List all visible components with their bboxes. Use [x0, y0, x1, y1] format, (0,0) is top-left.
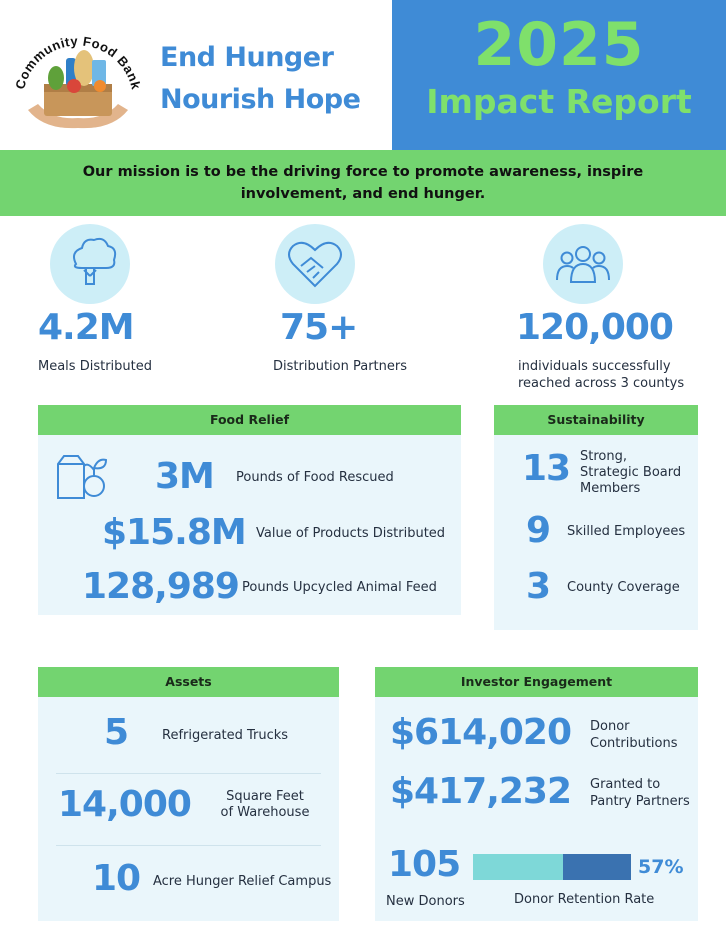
sustainability-value: 13 — [522, 448, 571, 489]
logo-text: ommunity Food Ban — [15, 33, 142, 85]
stat-icon-circle — [543, 224, 623, 304]
food-relief-value: 3M — [155, 456, 214, 497]
asset-value: 14,000 — [58, 784, 191, 825]
report-year: 2025 — [473, 10, 645, 80]
asset-label: Refrigerated Trucks — [162, 728, 289, 743]
sustainability-label: County Coverage — [567, 580, 680, 595]
handshake-icon — [275, 224, 355, 304]
stat-icon-circle — [275, 224, 355, 304]
milk-vegetable-icon — [52, 450, 112, 502]
new-donors-label: New Donors — [386, 894, 465, 909]
stat-label: Meals Distributed — [38, 359, 152, 374]
sustainability-label-line3: Members — [580, 481, 641, 496]
retention-bar — [473, 854, 631, 880]
food-relief-header: Food Relief — [38, 405, 461, 435]
stat-label-line1: individuals successfully — [518, 359, 671, 374]
mission-line1: Our mission is to be the driving force to promote awareness, inspire — [82, 164, 644, 180]
assets-header: Assets — [38, 667, 339, 697]
asset-divider — [56, 845, 321, 846]
sustainability-panel — [494, 405, 698, 630]
sustainability-label-line1: Strong, — [580, 449, 627, 464]
asset-label: Acre Hunger Relief Campus — [153, 874, 332, 889]
tagline-line2: Nourish Hope — [160, 84, 361, 115]
report-title: Impact Report — [426, 82, 692, 121]
stat-icon-circle — [50, 224, 130, 304]
stat-label-line2: reached across 3 countys — [518, 376, 685, 391]
food-relief-label: Pounds Upcycled Animal Feed — [242, 580, 437, 595]
food-bank-logo-icon — [14, 20, 142, 132]
stat-value: 75+ — [280, 307, 358, 348]
asset-value: 5 — [104, 712, 129, 753]
logo — [14, 20, 142, 132]
tagline-line1: End Hunger — [160, 42, 334, 73]
food-relief-value: 128,989 — [82, 566, 239, 607]
investor-label-line2: Pantry Partners — [590, 794, 690, 809]
food-relief-label: Pounds of Food Rescued — [236, 470, 394, 485]
stat-value: 120,000 — [516, 307, 673, 348]
asset-divider — [56, 773, 321, 774]
investor-value: $614,020 — [390, 712, 572, 753]
asset-label-line2: of Warehouse — [220, 805, 310, 820]
retention-label: Donor Retention Rate — [514, 892, 655, 907]
people-icon — [543, 224, 623, 304]
sustainability-value: 3 — [526, 566, 551, 607]
asset-value: 10 — [92, 858, 141, 899]
retention-bar-fill — [563, 854, 631, 880]
investor-header: Investor Engagement — [375, 667, 698, 697]
mission-line2: involvement, and end hunger. — [240, 186, 486, 202]
sustainability-label-line2: Strategic Board — [580, 465, 682, 480]
sustainability-value: 9 — [526, 510, 551, 551]
food-relief-value: $15.8M — [102, 512, 246, 553]
investor-value: $417,232 — [390, 771, 572, 812]
asset-label-line1: Square Feet — [226, 789, 304, 804]
stat-label: Distribution Partners — [273, 359, 407, 374]
new-donors-value: 105 — [388, 844, 461, 885]
investor-label-line1: Granted to — [590, 777, 661, 792]
stat-value: 4.2M — [38, 307, 134, 348]
investor-label-line2: Contributions — [590, 736, 678, 751]
investor-label-line1: Donor — [590, 719, 630, 734]
retention-percent: 57% — [638, 856, 684, 878]
broccoli-icon — [50, 224, 130, 304]
sustainability-header: Sustainability — [494, 405, 698, 435]
food-relief-label: Value of Products Distributed — [256, 526, 446, 541]
sustainability-label: Skilled Employees — [567, 524, 686, 539]
mission-banner — [0, 150, 726, 216]
